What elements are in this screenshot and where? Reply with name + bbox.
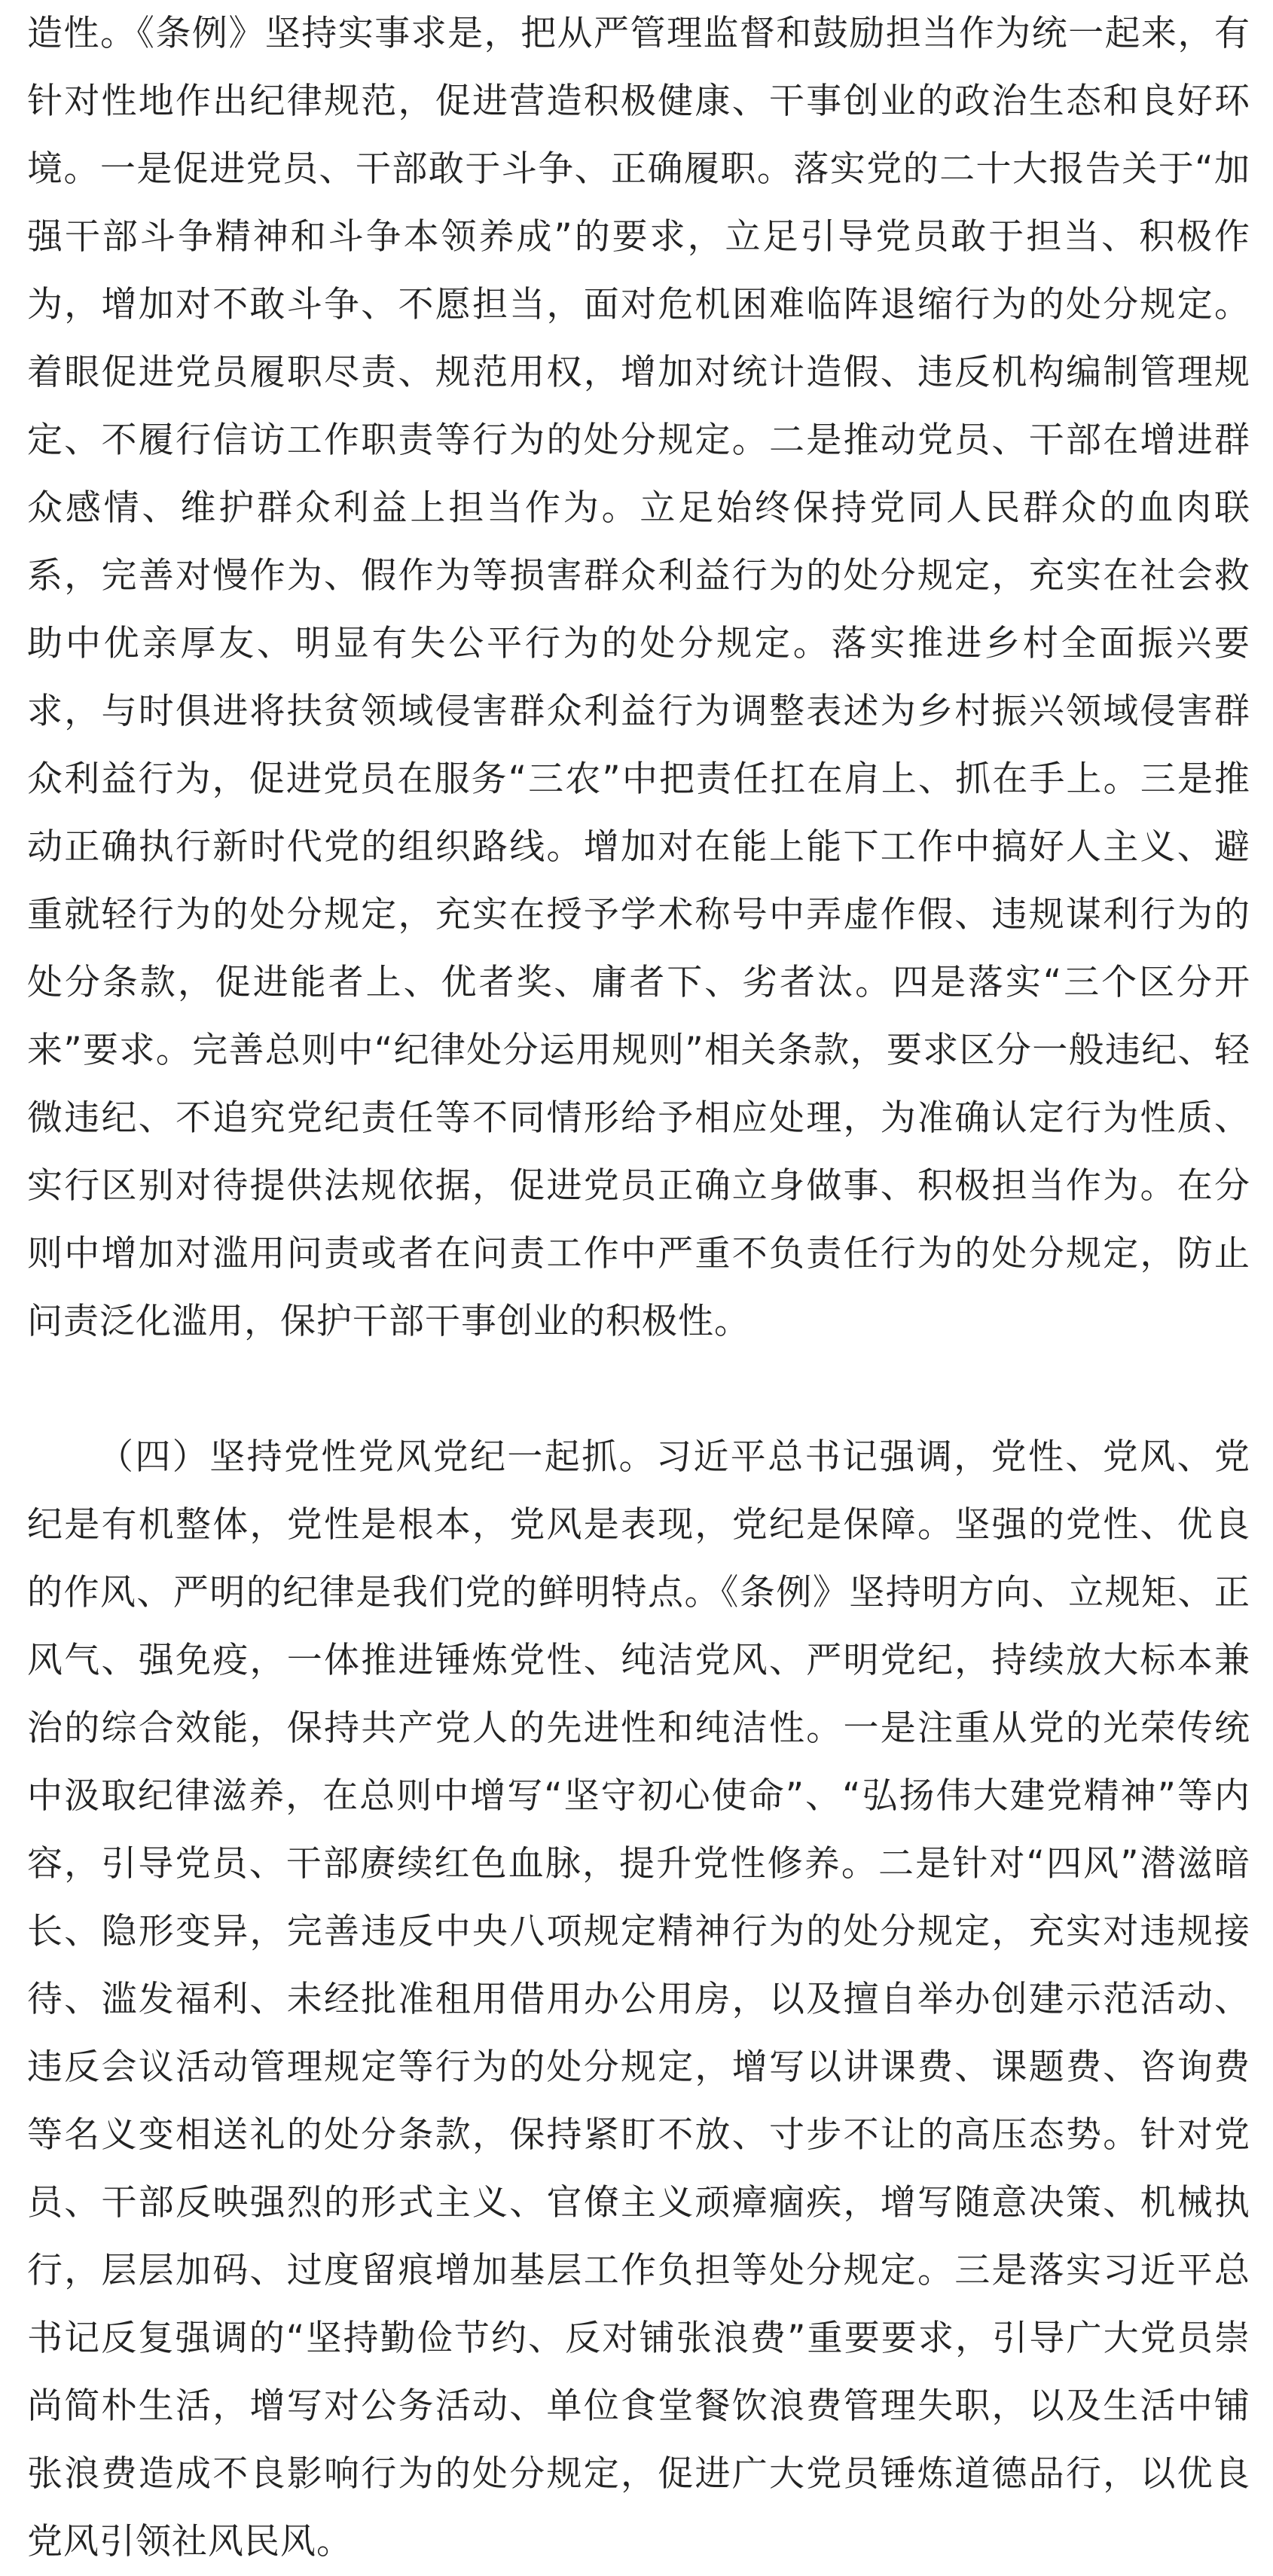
article-paragraph-section-four: （四）坚持党性党风党纪一起抓。习近平总书记强调，党性、党风、党纪是有机整体，党性是根本，党风是表现，党纪是保障。坚强的党性、优良的作风、严明的纪律是我们党的鲜明特点。《条例》坚持明方向、立规矩、正风气、强免疫，一体推进锤炼党性、纯洁党风、严明党纪，持续放大标本兼治的综合效能，保持共产党人的先进性和纯洁性。一是注重从党的光荣传统中汲取纪律滋养，在总则中增写“坚守初心使命”、“弘扬伟大建党精神”等内容，引导党员、干部赓续红色血脉，提升党性修养。二是针对“四风”潜滋暗长、隐形变异，完善违反中央八项规定精神行为的处分规定，充实对违规接待、滥发福利、未经批准租用借用办公用房，以及擅自举办创建示范活动、违反会议活动管理规定等行为的处分规定，增写以讲课费、课题费、咨询费等名义变相送礼的处分条款，保持紧盯不放、寸步不让的高压态势。针对党员、干部反映强烈的形式主义、官僚主义顽瘴痼疾，增写随意决策、机械执行，层层加码、过度留痕增加基层工作负担等处分规定。三是落实习近平总书记反复强调的“坚持勤俭节约、反对铺张浪费”重要要求，引导广大党员崇尚简朴生活，增写对公务活动、单位食堂餐饮浪费管理失职，以及生活中铺张浪费造成不良影响行为的处分规定，促进广大党员锤炼道德品行，以优良党风引领社风民风。 bbox=[27, 1436, 1250, 2562]
article-paragraph-continued: 造性。《条例》坚持实事求是，把从严管理监督和鼓励担当作为统一起来，有针对性地作出纪律规范，促进营造积极健康、干事创业的政治生态和良好环境。一是促进党员、干部敢于斗争、正确履职。落实党的二十大报告关于“加强干部斗争精神和斗争本领养成”的要求，立足引导党员敢于担当、积极作为，增加对不敢斗争、不愿担当，面对危机困难临阵退缩行为的处分规定。着眼促进党员履职尽责、规范用权，增加对统计造假、违反机构编制管理规定、不履行信访工作职责等行为的处分规定。二是推动党员、干部在增进群众感情、维护群众利益上担当作为。立足始终保持党同人民群众的血肉联系，完善对慢作为、假作为等损害群众利益行为的处分规定，充实在社会救助中优亲厚友、明显有失公平行为的处分规定。落实推进乡村全面振兴要求，与时俱进将扶贫领域侵害群众利益行为调整表述为乡村振兴领域侵害群众利益行为，促进党员在服务“三农”中把责任扛在肩上、抓在手上。三是推动正确执行新时代党的组织路线。增加对在能上能下工作中搞好人主义、避重就轻行为的处分规定，充实在授予学术称号中弄虚作假、违规谋利行为的处分条款，促进能者上、优者奖、庸者下、劣者汰。四是落实“三个区分开来”要求。完善总则中“纪律处分运用规则”相关条款，要求区分一般违纪、轻微违纪、不追究党纪责任等不同情形给予相应处理，为准确认定行为性质、实行区别对待提供法规依据，促进党员正确立身做事、积极担当作为。在分则中增加对滥用问责或者在问责工作中严重不负责任行为的处分规定，防止问责泛化滥用，保护干部干事创业的积极性。 bbox=[27, 13, 1250, 1342]
article-body bbox=[27, 0, 1250, 2576]
